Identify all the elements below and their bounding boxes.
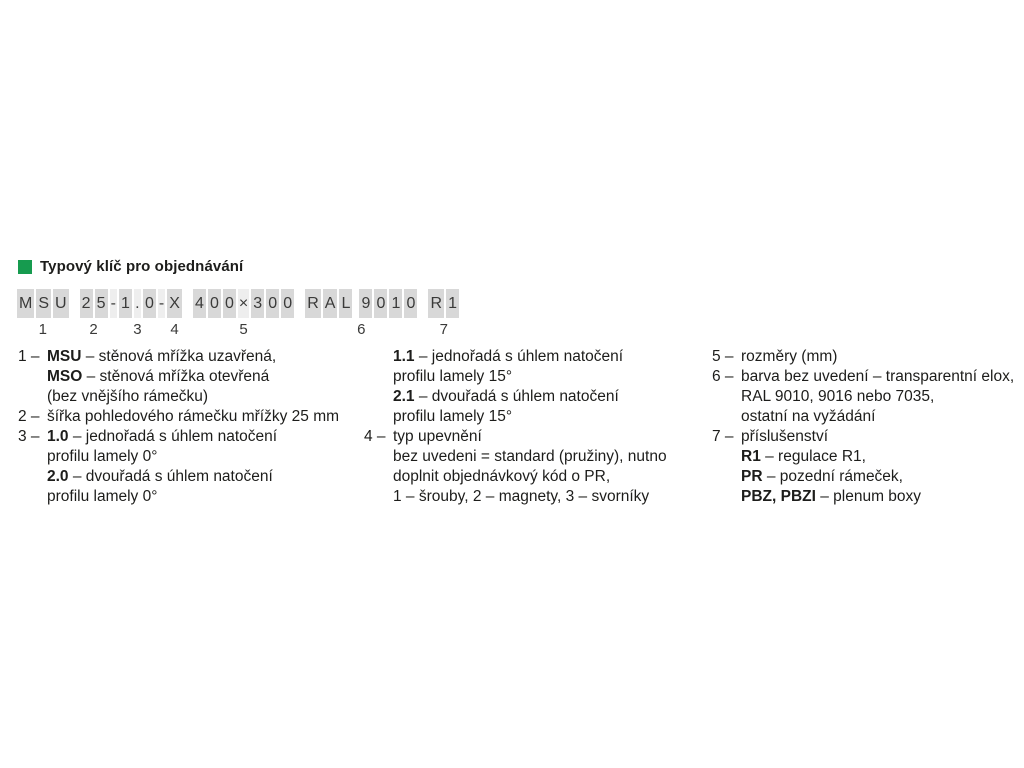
code-char-cell: 0 (374, 289, 387, 318)
code-char-cell: 0 (223, 289, 236, 318)
legend-description: profilu lamely 15° (393, 368, 513, 385)
item-number: 4 – (364, 428, 386, 445)
segment-number: 5 (239, 321, 248, 338)
code-separator-cell: - (158, 289, 165, 318)
legend-row (18, 427, 364, 447)
item-number (18, 487, 47, 507)
code-separator-cell: . (134, 289, 141, 318)
segment-number: 6 (357, 321, 366, 338)
legend-row (364, 407, 700, 427)
code-segment (166, 289, 183, 339)
item-number (364, 347, 393, 367)
legend-description: příslušenství (741, 428, 829, 445)
legend-description: – pozední rámeček, (762, 468, 903, 485)
item-number (364, 387, 393, 407)
legend-row (712, 367, 1024, 387)
legend-term: 2.0 (47, 468, 69, 485)
legend-text (47, 447, 157, 467)
legend-row (18, 487, 364, 507)
code-segment (109, 289, 118, 339)
legend-text (47, 367, 269, 387)
segment-number: 1 (38, 321, 47, 338)
code-char-cell: 2 (80, 289, 93, 318)
legend-row (712, 487, 1024, 507)
segment-number: 2 (89, 321, 98, 338)
legend-description: – dvouřadá s úhlem natočení (68, 468, 273, 485)
item-number (18, 387, 47, 407)
code-segment-cells (166, 289, 183, 318)
legend-row (712, 347, 1024, 367)
item-number (712, 487, 741, 507)
code-char-cell: S (36, 289, 51, 318)
code-char-cell: A (323, 289, 338, 318)
item-number: 1 – (18, 348, 40, 365)
item-number (18, 447, 47, 467)
legend-row (18, 347, 364, 367)
code-char-cell: 9 (359, 289, 372, 318)
legend-column-3 (712, 347, 1024, 507)
legend-row (712, 427, 1024, 447)
code-group-spacer (353, 289, 358, 318)
item-number: 2 – (18, 408, 40, 425)
legend-description: doplnit objednávkový kód o PR, (393, 468, 611, 485)
legend-term: MSU (47, 348, 82, 365)
legend-description: profilu lamely 15° (393, 408, 513, 425)
legend-description: ostatní na vyžádání (741, 408, 876, 425)
item-number (712, 387, 741, 407)
legend-description: barva bez uvedení – transparentní elox, (741, 368, 1015, 385)
code-segment-cells (157, 289, 166, 318)
code-char-cell: 0 (266, 289, 279, 318)
code-char-cell: R (428, 289, 444, 318)
item-number: 7 – (712, 428, 734, 445)
legend-description: profilu lamely 0° (47, 488, 158, 505)
item-number (712, 447, 741, 467)
legend-row (364, 447, 700, 467)
code-char-cell: 0 (208, 289, 221, 318)
code-char-cell: R (305, 289, 321, 318)
legend-description: 1 – šrouby, 2 – magnety, 3 – svorníky (393, 488, 650, 505)
code-segment (157, 289, 166, 339)
legend-term: PR (741, 468, 763, 485)
code-segment-cells (79, 289, 109, 318)
legend-description: (bez vnějšího rámečku) (47, 388, 209, 405)
legend-term: 1.0 (47, 428, 69, 445)
code-segment-cells (16, 289, 70, 318)
legend-text (393, 407, 512, 427)
code-char-cell: 0 (404, 289, 417, 318)
section-header (18, 258, 243, 275)
code-char-cell: X (167, 289, 182, 318)
code-char-cell: 4 (193, 289, 206, 318)
segment-number: 7 (439, 321, 448, 338)
legend-description: bez uvedeni = standard (pružiny), nutno (393, 448, 667, 465)
item-number (364, 367, 393, 387)
legend-row (18, 447, 364, 467)
code-segment (192, 289, 295, 339)
legend-description: – plenum boxy (815, 488, 922, 505)
legend-text (741, 347, 837, 367)
legend-text (741, 427, 828, 447)
legend-text (741, 387, 934, 407)
code-segment-cells (427, 289, 460, 318)
item-number: 5 – (712, 348, 734, 365)
item-number (18, 367, 47, 387)
item-number (364, 467, 393, 487)
legend-description: RAL 9010, 9016 nebo 7035, (741, 388, 935, 405)
code-char-cell: M (17, 289, 34, 318)
legend-row (712, 407, 1024, 427)
code-char-cell: U (53, 289, 69, 318)
code-char-cell: 0 (281, 289, 294, 318)
legend-text (47, 407, 339, 427)
legend-row (364, 387, 700, 407)
type-key-code (16, 289, 460, 339)
legend-term: R1 (741, 448, 761, 465)
legend-text (393, 347, 623, 367)
code-segment-cells (118, 289, 157, 318)
legend-row (364, 367, 700, 387)
legend-text (393, 447, 667, 467)
legend-description: šířka pohledového rámečku mřížky 25 mm (47, 408, 340, 425)
legend-text (47, 347, 276, 367)
legend-text (393, 367, 512, 387)
code-segment (427, 289, 460, 339)
code-segment (79, 289, 109, 339)
item-number (712, 407, 741, 427)
legend-description: typ upevnění (393, 428, 482, 445)
legend-description: – stěnová mřížka uzavřená, (81, 348, 277, 365)
code-segment (16, 289, 70, 339)
code-char-cell: 5 (95, 289, 108, 318)
code-segment (304, 289, 418, 339)
legend-column-2 (364, 347, 700, 507)
legend-row (18, 367, 364, 387)
legend-row (712, 387, 1024, 407)
legend-text (47, 467, 273, 487)
green-square-icon (18, 260, 32, 274)
legend-text (47, 427, 277, 447)
legend-row (712, 447, 1024, 467)
code-segment-cells (304, 289, 418, 318)
code-char-cell: L (339, 289, 352, 318)
legend-text (393, 467, 610, 487)
item-number (18, 467, 47, 487)
legend-text (393, 487, 649, 507)
item-number (712, 467, 741, 487)
code-char-cell: 1 (389, 289, 402, 318)
item-number: 3 – (18, 428, 40, 445)
legend-row (364, 427, 700, 447)
legend-term: 2.1 (393, 388, 415, 405)
item-number: 6 – (712, 368, 734, 385)
legend-text (741, 367, 1014, 387)
legend-text (741, 447, 866, 467)
segment-number: 4 (170, 321, 179, 338)
legend-text (47, 487, 157, 507)
item-number (364, 407, 393, 427)
code-char-cell: 1 (119, 289, 132, 318)
legend-description: – stěnová mřížka otevřená (82, 368, 270, 385)
legend-text (393, 387, 619, 407)
legend-row (18, 407, 364, 427)
legend-row (18, 467, 364, 487)
legend-text (741, 407, 875, 427)
code-char-cell: 3 (251, 289, 264, 318)
item-number (364, 487, 393, 507)
legend-row (712, 467, 1024, 487)
legend-text (47, 387, 208, 407)
legend-description: – regulace R1, (760, 448, 866, 465)
legend-description: – jednořadá s úhlem natočení (414, 348, 624, 365)
legend-row (18, 387, 364, 407)
legend-text (741, 487, 921, 507)
legend-column-1 (18, 347, 364, 507)
code-char-cell: 0 (143, 289, 156, 318)
code-separator-cell: - (110, 289, 117, 318)
code-segment-cells (192, 289, 295, 318)
code-segment (118, 289, 157, 339)
legend-description: profilu lamely 0° (47, 448, 158, 465)
legend-text (393, 427, 482, 447)
segment-number: 3 (133, 321, 142, 338)
code-char-cell: 1 (446, 289, 459, 318)
legend-term: PBZ, PBZI (741, 488, 816, 505)
legend-description: – dvouřadá s úhlem natočení (414, 388, 619, 405)
legend-row (364, 487, 700, 507)
legend-term: MSO (47, 368, 83, 385)
legend-text (741, 467, 903, 487)
code-segment-cells (109, 289, 118, 318)
section-title: Typový klíč pro objednávání (40, 258, 244, 275)
legend-description: rozměry (mm) (741, 348, 838, 365)
legend-term: 1.1 (393, 348, 415, 365)
item-number (364, 447, 393, 467)
legend-description: – jednořadá s úhlem natočení (68, 428, 278, 445)
legend-row (364, 347, 700, 367)
legend-row (364, 467, 700, 487)
code-separator-cell: × (238, 289, 249, 318)
